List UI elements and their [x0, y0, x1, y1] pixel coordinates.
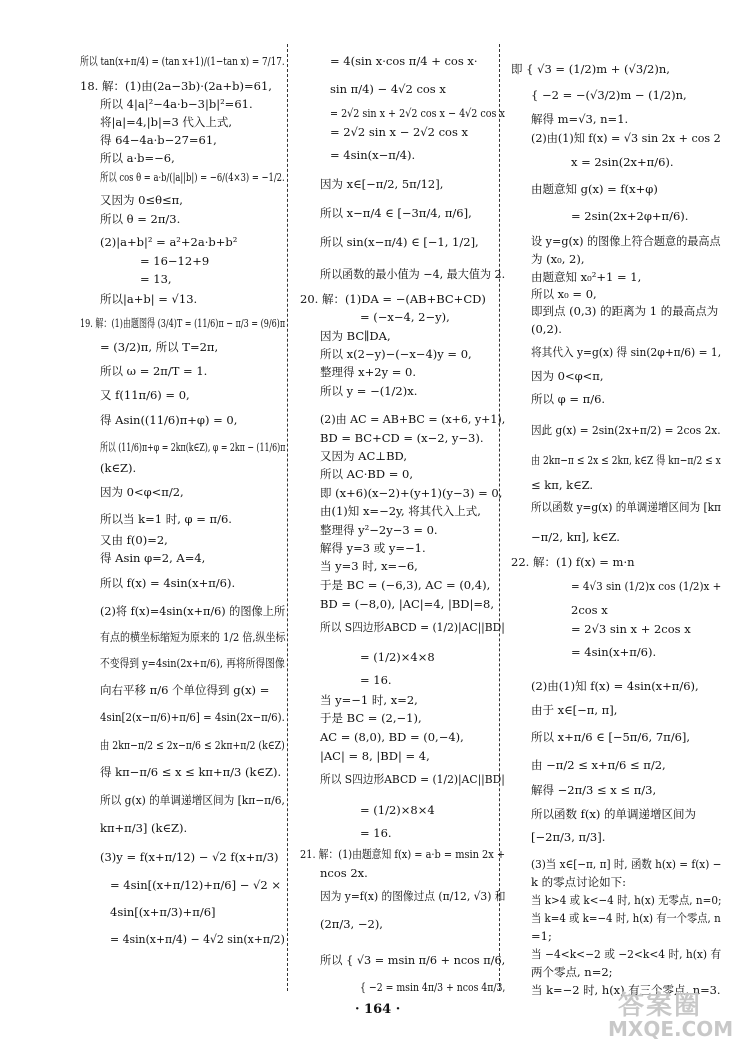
right-text-line: (2)由(1)知 f(x) = √3 sin 2x + cos 2: [531, 131, 721, 145]
right-text-line: 即 { √3 = (1/2)m + (√3/2)n,: [511, 62, 670, 76]
middle-text-line: 于是 BC = (−6,3), AC = (0,4),: [320, 578, 491, 592]
left-text-line: 又因为 0≤θ≤π,: [100, 193, 183, 207]
right-text-line: = 4sin(x+π/6).: [571, 645, 657, 659]
left-text-line: 18. 解：(1)由(2a−3b)·(2a+b)=61,: [80, 79, 272, 93]
right-text-line: 所以 φ = π/6.: [531, 392, 606, 406]
middle-text-line: ncos 2x.: [320, 866, 368, 880]
middle-text-line: sin π/4) − 4√2 cos x: [330, 82, 446, 96]
right-text-line: −π/2, kπ], k∈Z.: [531, 530, 620, 544]
middle-text-line: = (1/2)×4×8: [360, 650, 435, 664]
middle-text-line: 所以 x(2−y)−(−x−4)y = 0,: [320, 347, 472, 361]
left-text-line: 由 2kπ−π/2 ≤ 2x−π/6 ≤ 2kπ+π/2 (k∈Z): [100, 738, 285, 752]
left-text-line: = 16−12+9: [140, 254, 210, 268]
left-text-line: 4sin[2(x−π/6)+π/6] = 4sin(2x−π/6).: [100, 710, 285, 724]
right-text-line: 将其代入 y=g(x) 得 sin(2φ+π/6) = 1,: [531, 345, 722, 359]
middle-text-line: 即 (x+6)(x−2)+(y+1)(y−3) = 0,: [320, 486, 503, 500]
left-text-line: = (3/2)π, 所以 T=2π,: [100, 340, 219, 354]
right-text-line: (3)当 x∈[−π, π] 时, 函数 h(x) = f(x) −: [531, 857, 722, 871]
right-text-line: 当 k=−2 时, h(x) 有三个零点, n=3.: [531, 983, 721, 997]
left-text-line: (k∈Z).: [100, 461, 137, 475]
left-text-line: 向右平移 π/6 个单位得到 g(x) =: [100, 683, 270, 697]
left-text-line: 所以|a+b| = √13.: [100, 292, 198, 306]
left-text-line: kπ+π/3] (k∈Z).: [100, 821, 188, 835]
middle-text-line: 所以 AC·BD = 0,: [320, 467, 414, 481]
middle-text-line: 所以 S四边形ABCD = (1/2)|AC||BD|: [320, 620, 505, 634]
middle-text-line: |AC| = 8, |BD| = 4,: [320, 749, 430, 763]
right-text-line: 所以 x+π/6 ∈ [−5π/6, 7π/6],: [531, 730, 691, 744]
middle-text-line: = (−x−4, 2−y),: [360, 310, 450, 324]
watermark-logo: [608, 985, 738, 1045]
right-text-line: 当 k=4 或 k=−4 时, h(x) 有一个零点, n: [531, 911, 721, 925]
middle-text-line: = 4(sin x·cos π/4 + cos x·: [330, 54, 478, 68]
right-text-line: 由于 x∈[−π, π],: [531, 703, 618, 717]
watermark-text: 答案圈: [618, 991, 703, 1021]
middle-text-line: (2π/3, −2),: [320, 917, 383, 931]
middle-text-line: = 16.: [360, 826, 392, 840]
column-divider-left: [287, 44, 288, 991]
right-text-line: (0,2).: [531, 322, 562, 336]
right-text-line: 两个零点, n=2;: [531, 965, 613, 979]
middle-text-line: 当 y=3 时, x=−6,: [320, 559, 418, 573]
right-text-line: = 2sin(2x+2φ+π/6).: [571, 209, 689, 223]
middle-text-line: 又因为 AC⊥BD,: [320, 449, 407, 463]
right-text-line: 所以函数 f(x) 的单调递增区间为: [531, 807, 697, 821]
right-text-line: 解得 −2π/3 ≤ x ≤ π/3,: [531, 783, 657, 797]
right-text-line: = 2√3 sin x + 2cos x: [571, 622, 691, 636]
left-text-line: 所以 tan(x+π/4) = (tan x+1)/(1−tan x) = 7/17.: [80, 54, 285, 68]
middle-text-line: 因为 y=f(x) 的图像过点 (π/12, √3) 和: [320, 889, 506, 903]
page-number: · 164 ·: [355, 1002, 401, 1017]
middle-text-line: 整理得 x+2y = 0.: [320, 365, 417, 379]
left-text-line: = 4sin(x+π/4) − 4√2 sin(x+π/2): [110, 932, 285, 946]
left-text-line: 因为 0<φ<π/2,: [100, 485, 184, 499]
middle-text-line: 所以 { √3 = msin π/6 + ncos π/6,: [320, 953, 506, 967]
left-text-line: 19. 解：(1)由题图得 (3/4)T = (11/6)π − π/3 = (9/6)π: [80, 316, 286, 330]
middle-text-line: = 2√2 sin x + 2√2 cos x − 4√2 cos x: [330, 106, 505, 120]
right-text-line: 2cos x: [571, 603, 608, 617]
right-text-line: 22. 解：(1) f(x) = m·n: [511, 555, 635, 569]
middle-text-line: = 4sin(x−π/4).: [330, 148, 416, 162]
left-text-line: 所以 ω = 2π/T = 1.: [100, 364, 208, 378]
middle-text-line: { −2 = msin 4π/3 + ncos 4π/3,: [360, 980, 506, 994]
middle-text-line: 由(1)知 x=−2y, 将其代入上式,: [320, 504, 481, 518]
middle-text-line: BD = (−8,0), |AC|=4, |BD|=8,: [320, 597, 494, 611]
left-text-line: 所以 a·b=−6,: [100, 151, 175, 165]
right-text-line: =1;: [531, 929, 552, 943]
left-text-line: 所以 4|a|²−4a·b−3|b|²=61.: [100, 97, 253, 111]
left-text-line: 得 Asin((11/6)π+φ) = 0,: [100, 413, 238, 427]
right-text-line: 当 −4<k<−2 或 −2<k<4 时, h(x) 有: [531, 947, 722, 961]
middle-text-line: 因为 BC∥DA,: [320, 329, 391, 343]
right-text-line: 所以函数 y=g(x) 的单调递增区间为 [kπ: [531, 500, 721, 514]
left-text-line: 所以 (11/6)π+φ = 2kπ(k∈Z), φ = 2kπ − (11/6)π: [100, 440, 286, 454]
left-text-line: = 4sin[(x+π/12)+π/6] − √2 ×: [110, 878, 281, 892]
right-text-line: 为 (x₀, 2),: [531, 252, 585, 266]
middle-text-line: 20. 解：(1)DA = −(AB+BC+CD): [300, 292, 486, 306]
right-text-line: { −2 = −(√3/2)m − (1/2)n,: [531, 88, 687, 102]
middle-text-line: AC = (8,0), BD = (0,−4),: [320, 730, 464, 744]
right-text-line: 所以 x₀ = 0,: [531, 287, 597, 301]
middle-text-line: 所以 S四边形ABCD = (1/2)|AC||BD|: [320, 772, 505, 786]
right-text-line: 因为 0<φ<π,: [531, 369, 604, 383]
middle-text-line: 于是 BC = (2,−1),: [320, 711, 422, 725]
right-text-line: 设 y=g(x) 的图像上符合题意的最高点: [531, 234, 721, 248]
middle-text-line: = (1/2)×8×4: [360, 803, 435, 817]
right-text-line: 因此 g(x) = 2sin(2x+π/2) = 2cos 2x.: [531, 423, 721, 437]
right-text-line: 由题意知 g(x) = f(x+φ): [531, 182, 658, 196]
left-text-line: 所以 θ = 2π/3.: [100, 212, 181, 226]
middle-text-line: = 16.: [360, 673, 392, 687]
right-text-line: (2)由(1)知 f(x) = 4sin(x+π/6),: [531, 679, 699, 693]
left-text-line: 4sin[(x+π/3)+π/6]: [110, 905, 216, 919]
watermark-url: MXQE.COM: [608, 1017, 734, 1041]
right-text-line: ≤ kπ, k∈Z.: [531, 478, 594, 492]
middle-text-line: (2)由 AC = AB+BC = (x+6, y+1),: [320, 412, 506, 426]
right-text-line: [−2π/3, π/3].: [531, 830, 606, 844]
left-text-line: (2)|a+b|² = a²+2a·b+b²: [100, 235, 238, 249]
right-text-line: 由题意知 x₀²+1 = 1,: [531, 270, 642, 284]
left-text-line: 有点的横坐标缩短为原来的 1/2 倍,纵坐标: [100, 630, 286, 644]
left-text-line: 所以当 k=1 时, φ = π/6.: [100, 512, 232, 526]
middle-text-line: 因为 x∈[−π/2, 5π/12],: [320, 177, 444, 191]
middle-text-line: 解得 y=3 或 y=−1.: [320, 541, 426, 555]
left-text-line: 得 kπ−π/6 ≤ x ≤ kπ+π/3 (k∈Z).: [100, 765, 282, 779]
right-text-line: 当 k>4 或 k<−4 时, h(x) 无零点, n=0;: [531, 893, 722, 907]
middle-text-line: 整理得 y²−2y−3 = 0.: [320, 523, 438, 537]
left-text-line: 又 f(11π/6) = 0,: [100, 388, 190, 402]
left-text-line: (3)y = f(x+π/12) − √2 f(x+π/3): [100, 850, 279, 864]
right-text-line: 即到点 (0,3) 的距离为 1 的最高点为: [531, 304, 719, 318]
left-text-line: 所以 g(x) 的单调递增区间为 [kπ−π/6,: [100, 793, 285, 807]
middle-text-line: BD = BC+CD = (x−2, y−3).: [320, 431, 484, 445]
middle-text-line: 当 y=−1 时, x=2,: [320, 693, 418, 707]
right-text-line: 解得 m=√3, n=1.: [531, 112, 629, 126]
right-text-line: = 4√3 sin (1/2)x cos (1/2)x +: [571, 579, 722, 593]
left-text-line: 得 64−4a·b−27=61,: [100, 133, 217, 147]
middle-text-line: 所以 x−π/4 ∈ [−3π/4, π/6],: [320, 206, 472, 220]
right-text-line: 由 2kπ−π ≤ 2x ≤ 2kπ, k∈Z 得 kπ−π/2 ≤ x: [531, 453, 721, 467]
right-text-line: x = 2sin(2x+π/6).: [571, 155, 674, 169]
left-text-line: 所以 f(x) = 4sin(x+π/6).: [100, 576, 236, 590]
middle-text-line: 21. 解：(1)由题意知 f(x) = a·b = msin 2x +: [300, 847, 506, 861]
left-text-line: 又由 f(0)=2,: [100, 533, 168, 547]
left-text-line: = 13,: [140, 272, 172, 286]
left-text-line: (2)将 f(x)=4sin(x+π/6) 的图像上所: [100, 604, 286, 618]
right-text-line: 由 −π/2 ≤ x+π/6 ≤ π/2,: [531, 758, 666, 772]
left-text-line: 得 Asin φ=2, A=4,: [100, 551, 206, 565]
left-text-line: 所以 cos θ = a·b/(|a||b|) = −6/(4×3) = −1/2.: [100, 170, 285, 184]
left-text-line: 不变得到 y=4sin(2x+π/6), 再将所得图像: [100, 656, 285, 670]
right-text-line: k 的零点讨论如下:: [531, 875, 626, 889]
middle-text-line: 所以函数的最小值为 −4, 最大值为 2.: [320, 267, 506, 281]
left-text-line: 将|a|=4,|b|=3 代入上式,: [100, 115, 233, 129]
middle-text-line: 所以 sin(x−π/4) ∈ [−1, 1/2],: [320, 235, 479, 249]
middle-text-line: = 2√2 sin x − 2√2 cos x: [330, 125, 469, 139]
middle-text-line: 所以 y = −(1/2)x.: [320, 384, 418, 398]
